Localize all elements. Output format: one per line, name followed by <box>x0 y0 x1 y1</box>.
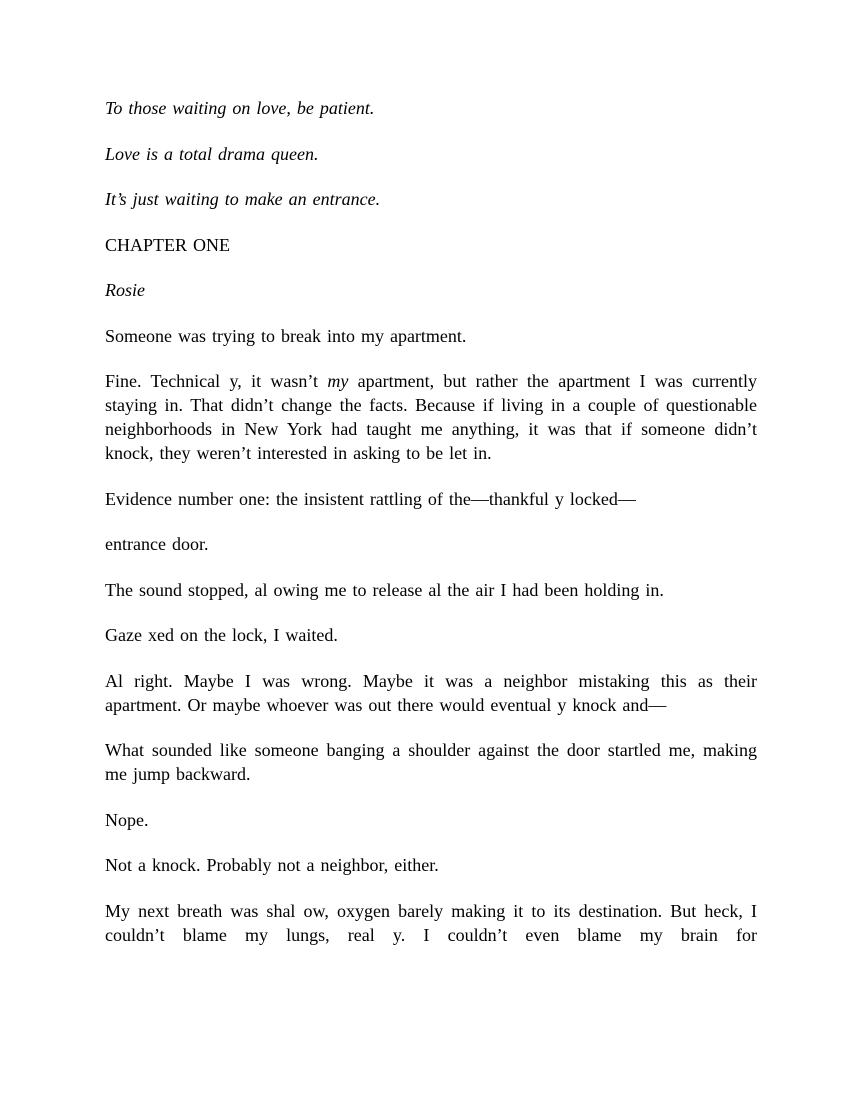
pov-character-name <box>105 278 757 302</box>
text-segment: Al right. Maybe I was wrong. Maybe it was a neighbor mistaking this as their apartment. Or maybe whoever was out there would eventual y knock and— <box>105 670 757 715</box>
text-segment: Not a knock. Probably not a neighbor, either. <box>105 855 439 875</box>
italic-text-segment: my <box>327 371 349 391</box>
epigraph-line-1 <box>105 96 757 120</box>
body-paragraph-1 <box>105 324 757 348</box>
text-segment: Evidence number one: the insistent rattling of the—thankful y locked— <box>105 488 636 509</box>
body-paragraph-3 <box>105 487 757 511</box>
italic-text-segment: It’s just waiting to make an entrance. <box>105 189 381 209</box>
text-segment: entrance door. <box>105 534 209 554</box>
text-segment: Gaze xed on the lock, I waited. <box>105 625 338 645</box>
text-column <box>105 96 757 947</box>
epigraph-line-2 <box>105 142 757 166</box>
body-paragraph-2 <box>105 369 757 465</box>
text-segment: The sound stopped, al owing me to release al the air I had been holding in. <box>105 579 664 600</box>
text-segment: Someone was trying to break into my apartment. <box>105 325 467 346</box>
body-paragraph-9 <box>105 808 757 832</box>
body-paragraph-5 <box>105 578 757 602</box>
text-segment: Nope. <box>105 809 149 830</box>
italic-text-segment: To those waiting on love, be patient. <box>105 98 375 118</box>
italic-text-segment: Rosie <box>105 280 145 300</box>
text-segment: Fine. Technical y, it wasn’t <box>105 371 328 391</box>
body-paragraph-10 <box>105 853 757 877</box>
text-segment: My next breath was shal ow, oxygen barely making it to its destination. But heck, I couldn’t blame my lungs, real y. I couldn’t even blame my brain for <box>105 900 757 945</box>
body-paragraph-11 <box>105 899 757 947</box>
italic-text-segment: Love is a total drama queen. <box>105 143 319 164</box>
epigraph-line-3 <box>105 187 757 211</box>
text-segment: What sounded like someone banging a shoulder against the door startled me, making me jump backward. <box>105 740 757 784</box>
chapter-heading <box>105 233 757 257</box>
text-segment: CHAPTER ONE <box>105 234 231 255</box>
text-segment: apartment, but rather the apartment I was currently staying in. That didn’t change the facts. Because if living in a couple of questionable neighborhoods in New York had taught me anything, it was that if someone didn’t knock, they weren’t interested in asking to be let in. <box>105 371 757 463</box>
body-paragraph-4 <box>105 532 757 556</box>
body-paragraph-6 <box>105 623 757 647</box>
body-paragraph-8 <box>105 738 757 786</box>
body-paragraph-7 <box>105 669 757 717</box>
